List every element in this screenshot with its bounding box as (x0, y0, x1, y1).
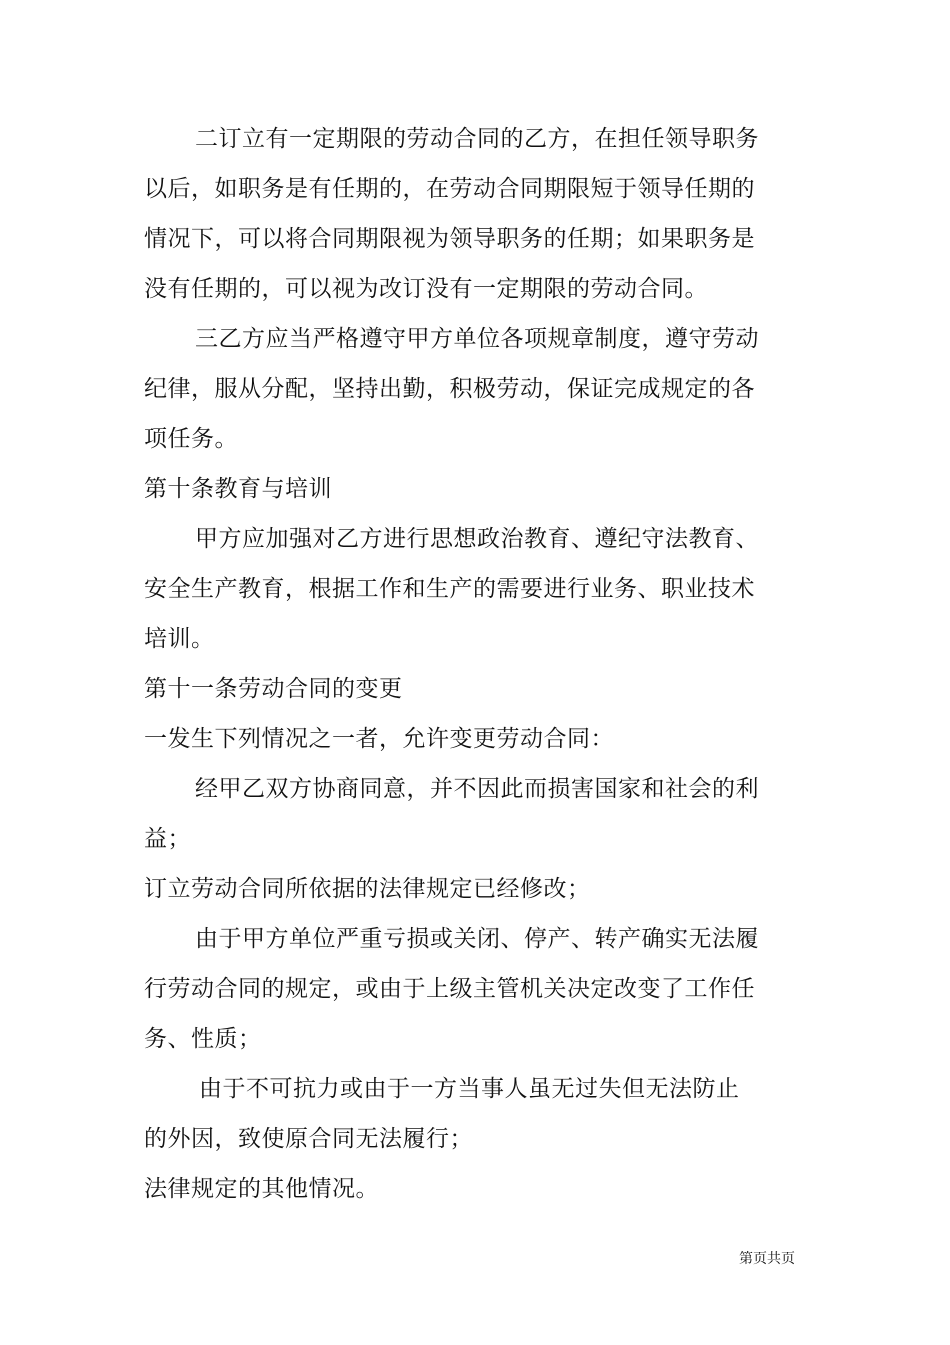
paragraph-line: 以后，如职务是有任期的，在劳动合同期限短于领导任期的 (144, 176, 755, 202)
paragraph-line: 订立劳动合同所依据的法律规定已经修改； (144, 876, 591, 902)
paragraph-line: 甲方应加强对乙方进行思想政治教育、遵纪守法教育、 (195, 526, 759, 552)
paragraph-line: 由于不可抗力或由于一方当事人虽无过失但无法防止 (199, 1076, 740, 1102)
paragraph-line: 经甲乙双方协商同意，并不因此而损害国家和社会的利 (195, 776, 759, 802)
paragraph-line: 务、性质； (144, 1026, 262, 1052)
paragraph-line: 纪律，服从分配，坚持出勤，积极劳动，保证完成规定的各 (144, 376, 755, 402)
page-footer: 第页共页 (739, 1251, 795, 1267)
paragraph-line: 安全生产教育，根据工作和生产的需要进行业务、职业技术 (144, 576, 755, 602)
paragraph-line: 由于甲方单位严重亏损或关闭、停产、转产确实无法履 (195, 926, 759, 952)
paragraph-line: 三乙方应当严格遵守甲方单位各项规章制度，遵守劳动 (195, 326, 759, 352)
paragraph-line: 二订立有一定期限的劳动合同的乙方，在担任领导职务 (195, 126, 759, 152)
paragraph-line: 没有任期的，可以视为改订没有一定期限的劳动合同。 (144, 276, 708, 302)
paragraph-line: 的外因，致使原合同无法履行； (144, 1126, 473, 1152)
paragraph-line: 培训。 (144, 626, 215, 652)
section-heading: 第十条教育与培训 (144, 476, 332, 502)
paragraph-line: 益； (144, 826, 191, 852)
paragraph-line: 行劳动合同的规定，或由于上级主管机关决定改变了工作任 (144, 976, 755, 1002)
paragraph-line: 情况下，可以将合同期限视为领导职务的任期；如果职务是 (144, 226, 755, 252)
paragraph-line: 法律规定的其他情况。 (144, 1176, 379, 1202)
paragraph-line: 一发生下列情况之一者，允许变更劳动合同： (144, 726, 614, 752)
paragraph-line: 项任务。 (144, 426, 238, 452)
section-heading: 第十一条劳动合同的变更 (144, 676, 403, 702)
